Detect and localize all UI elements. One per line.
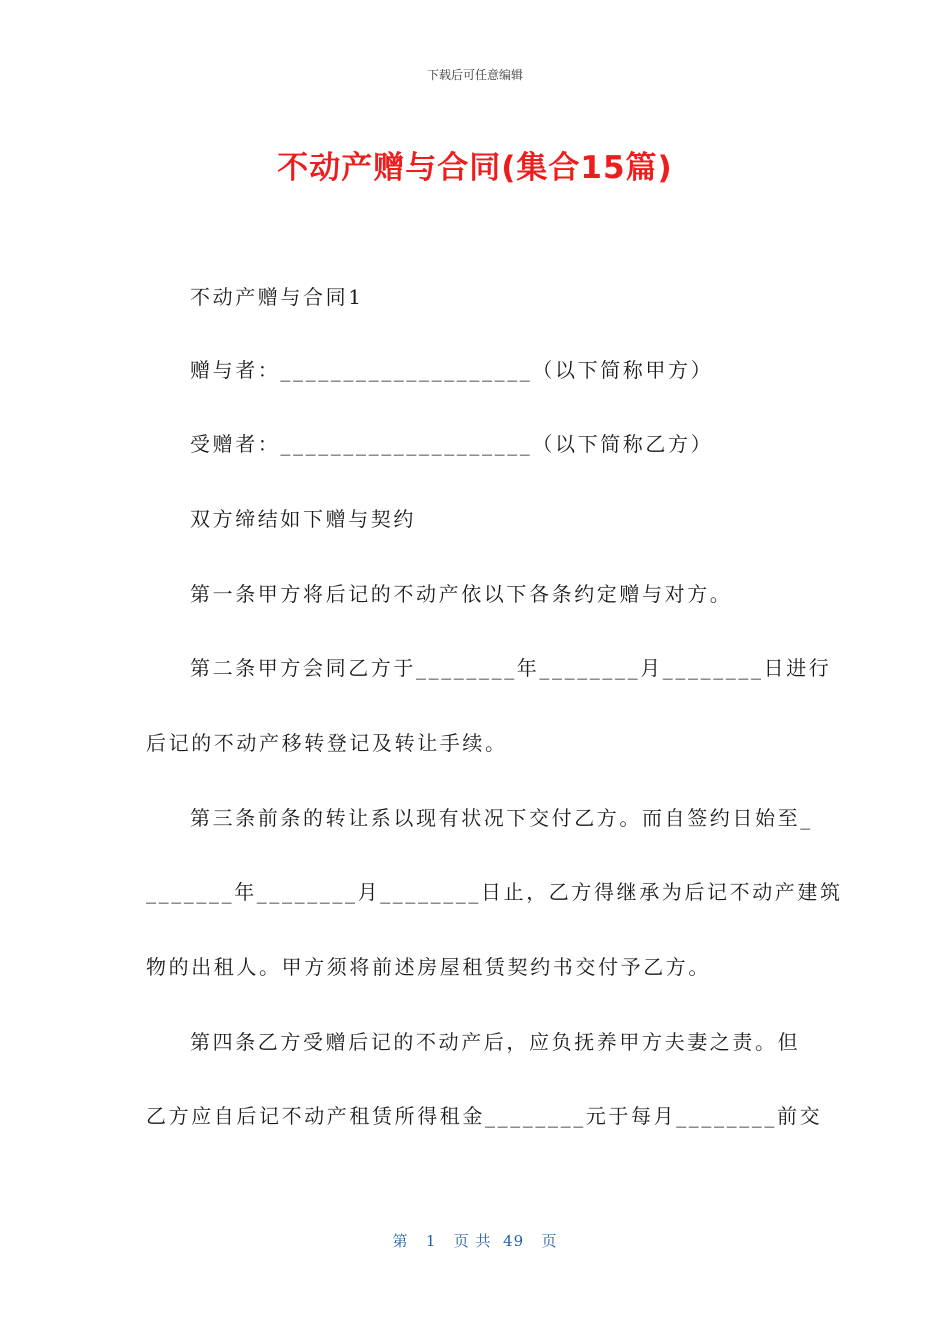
paragraph-line: 不动产赠与合同1 [190,285,364,309]
paragraph-line: 第三条前条的转让系以现有状况下交付乙方。而自签约日始至_ [190,806,813,830]
paragraph-line: 赠与者：____________________（以下简称甲方） [190,358,714,382]
paragraph-line: 第四条乙方受赠后记的不动产后，应负抚养甲方夫妻之责。但 [190,1030,801,1054]
footer-mid: 页 共 [453,1232,492,1250]
paragraph-line: 第一条甲方将后记的不动产依以下各条约定赠与对方。 [190,582,733,606]
paragraph-line: 受赠者：____________________（以下简称乙方） [190,432,714,456]
current-page-number: 1 [425,1232,437,1250]
total-pages-number: 49 [503,1232,525,1250]
header-note: 下载后可任意编辑 [426,68,523,82]
paragraph-line: 第二条甲方会同乙方于________年________月________日进行 [190,656,832,680]
paragraph-line: 双方缔结如下赠与契约 [190,507,416,531]
footer-suffix: 页 [541,1232,558,1250]
paragraph-line: 乙方应自后记不动产租赁所得租金________元于每月________前交 [146,1104,823,1128]
footer-prefix: 第 [392,1232,409,1250]
paragraph-line: _______年________月________日止，乙方得继承为后记不动产建筑 [146,880,843,904]
paragraph-line: 物的出租人。甲方须将前述房屋租赁契约书交付予乙方。 [146,955,711,979]
paragraph-line: 后记的不动产移转登记及转让手续。 [146,731,508,755]
page-footer [0,1230,950,1251]
document-title: 不动产赠与合同(集合15篇) [277,150,673,186]
